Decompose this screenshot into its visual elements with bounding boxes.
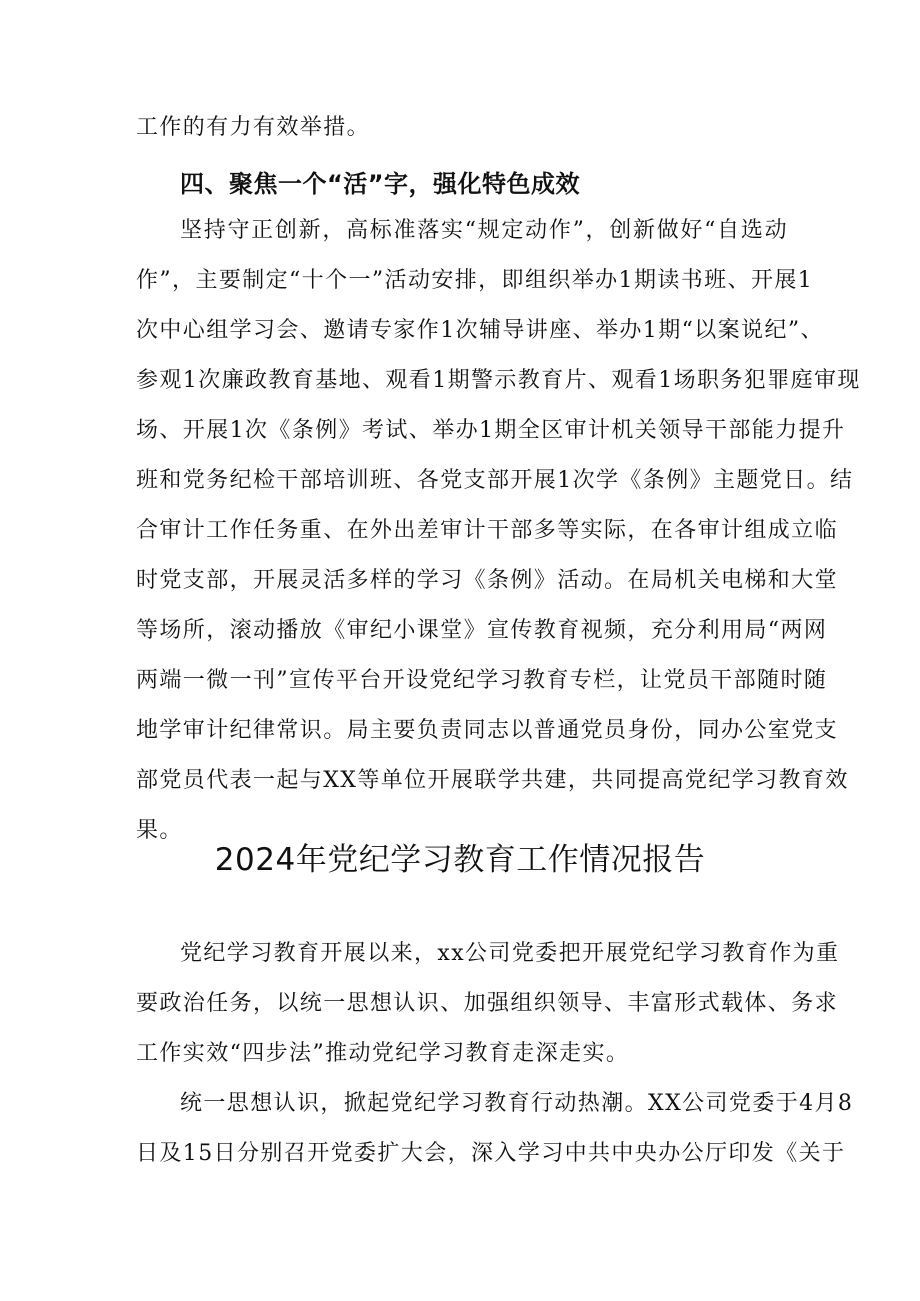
paragraph-line: 次中心组学习会、邀请专家作1次辅导讲座、举办1期“以案说纪”、 (136, 318, 824, 343)
paragraph-line: 工作的有力有效举措。 (136, 115, 371, 140)
paragraph-line: 时党支部，开展灵活多样的学习《条例》活动。在局机关电梯和大堂 (136, 568, 839, 593)
report-title: 2024年党纪学习教育工作情况报告 (214, 842, 706, 878)
paragraph-line: 部党员代表一起与XX等单位开展联学共建，共同提高党纪学习教育效 (136, 768, 849, 793)
paragraph-line: 合审计工作任务重、在外出差审计干部多等实际，在各审计组成立临 (136, 518, 839, 543)
paragraph-line: 工作实效“四步法”推动党纪学习教育走深走实。 (136, 1041, 630, 1066)
paragraph-line: 作”，主要制定“十个一”活动安排，即组织举办1期读书班、开展1 (136, 268, 814, 293)
paragraph-line: 统一思想认识，掀起党纪学习教育行动热潮。XX公司党委于4月8 (180, 1091, 854, 1116)
paragraph-line: 班和党务纪检干部培训班、各党支部开展1次学《条例》主题党日。结 (136, 468, 854, 493)
paragraph-line: 要政治任务，以统一思想认识、加强组织领导、丰富形式载体、务求 (136, 991, 839, 1016)
paragraph-line: 日及15日分别召开党委扩大会，深入学习中共中央办公厅印发《关于 (136, 1141, 846, 1166)
paragraph-line: 场、开展1次《条例》考试、举办1期全区审计机关领导干部能力提升 (136, 418, 846, 443)
paragraph-line: 地学审计纪律常识。局主要负责同志以普通党员身份，同办公室党支 (136, 718, 839, 743)
paragraph-line: 参观1次廉政教育基地、观看1期警示教育片、观看1场职务犯罪庭审现 (136, 368, 861, 393)
paragraph-line: 党纪学习教育开展以来，xx公司党委把开展党纪学习教育作为重 (180, 941, 840, 966)
paragraph-line: 等场所，滚动播放《审纪小课堂》宣传教育视频，充分利用局“两网 (136, 618, 828, 643)
section-heading: 四、聚焦一个“活”字，强化特色成效 (180, 170, 581, 198)
paragraph-line: 坚持守正创新，高标准落实“规定动作”，创新做好“自选动 (180, 218, 788, 243)
paragraph-line: 果。 (136, 818, 183, 843)
paragraph-line: 两端一微一刊”宣传平台开设党纪学习教育专栏，让党员干部随时随 (136, 668, 828, 693)
